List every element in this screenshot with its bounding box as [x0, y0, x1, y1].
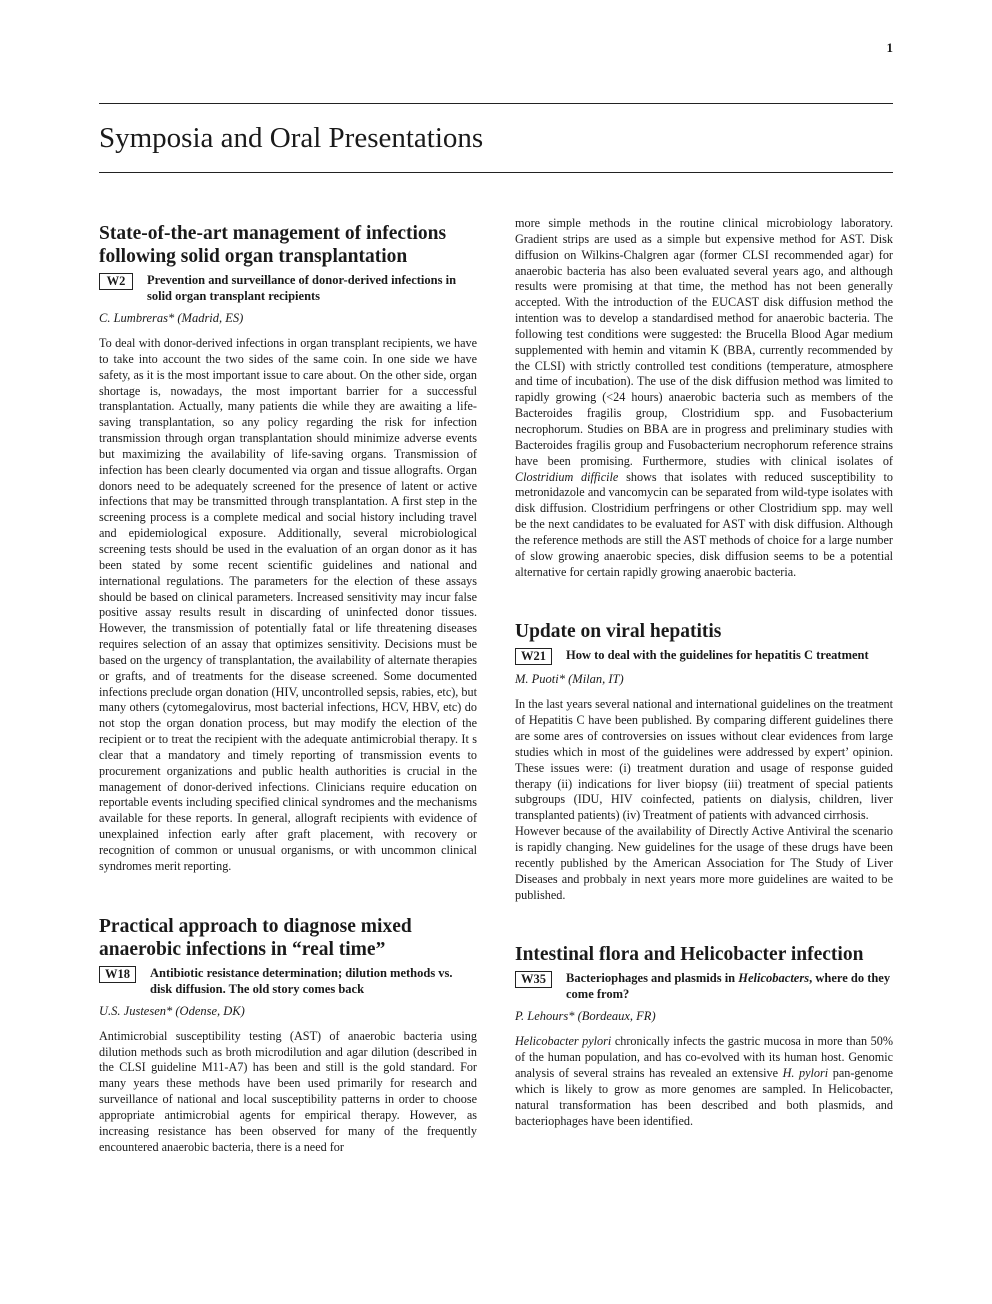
- organism-name: H. pylori: [782, 1066, 829, 1081]
- bottom-rule: [99, 172, 893, 173]
- left-column: [99, 222, 477, 1155]
- abstract-header: [515, 970, 893, 1002]
- title-organism: Helicobacters: [738, 971, 810, 986]
- abstract-code: W2: [99, 273, 133, 290]
- abstract-header: [99, 965, 477, 997]
- abstract-title: Prevention and surveillance of donor-derived infections in solid organ transplant recipients: [147, 273, 457, 303]
- abstract-authors: C. Lumbreras* (Madrid, ES): [99, 311, 244, 325]
- abstract-body-continued: [515, 216, 893, 580]
- abstract-title: Antibiotic resistance determination; dilution methods vs. disk diffusion. The old story comes back: [150, 965, 453, 996]
- abstract-header: [99, 272, 477, 304]
- right-column: [515, 216, 893, 1129]
- title-text: Bacteriophages and plasmids in: [566, 971, 736, 986]
- page-title: Symposia and Oral Presentations: [99, 122, 484, 154]
- abstract-authors: P. Lehours* (Bordeaux, FR): [515, 1009, 656, 1024]
- organism-name: Helicobacter pylori: [515, 1034, 612, 1049]
- section-intestinal-flora: [515, 943, 893, 1129]
- abstract-authors: U.S. Justesen* (Odense, DK): [99, 1003, 245, 1018]
- abstract-body: To deal with donor-derived infections in organ transplant recipients, we have to take into account the two sides of the same coin. In one side we have safety, as it is the most important issue to care about. On the other side, organ shortage is, nowadays, the most important barrier for a successful transplantation. Actually, many patients die while they are awaiting a life-saving transplantation, so any policy regarding the risk for infection transmission through organ transplantation should minimize adverse events but maximizing the availability of life-saving organs. Transmission of infection has been clearly documented via organ and tissue allografts. Organ donors need to be adequately screened for the presence of latent or active infections that may be transmitted through transplantation. A first step in the screening process is a complete medical and social history including travel and epidemiological exposure. Additionally, several microbiological screening tests should be used in the evaluation of an organ donor as it has been stated by some recent scientific guidelines and national and international regulations. The parameters for the election of these assays should be based on clinical parameters. Increased sensitivity may incur false positive assay results result in discarding of uninfected donor tissues. However, the transmission of potentially fatal or life threatening diseases requires selection of an assay that optimizes sensitivity. Decisions must be based on the urgency of transplantation, the availability of alternate therapies or grafts, and of treatments for the disease screened. Some documented infections preclude organ donation (HIV, uncontrolled sepsis, rabies, etc), but many others (cytomegalovirus, most bacterial infections, HCV, HBV, etc) do not stop the organ donation process, but may modify the election of the recipient or to treat the recipient with the adequate antimicrobial therapy. It s clear that a mandatory and timely reporting of transmission events to procurement organizations and public health authorities is crucial in the management of donor-derived infections. Clinicians require education on reportable events including specified clinical syndromes and the mechanisms available for these reports. In general, allograft recipients with evidence of unexplained infection early after graft placement, with recovery or recognition of common or unusual organisms, or with uncommon clinical syndromes merit reporting.: [99, 336, 477, 873]
- abstract-code: W21: [515, 648, 552, 665]
- section-heading: Practical approach to diagnose mixed anaerobic infections in “real time”: [99, 915, 412, 960]
- title-text: , where do they come from?: [566, 971, 891, 1002]
- section-organ-transplantation: [99, 222, 477, 875]
- abstract-header: [515, 647, 893, 665]
- abstract-authors: M. Puoti* (Milan, IT): [515, 672, 624, 687]
- abstract-body: However because of the availability of Directly Active Antiviral the scenario is rapidly changing. New guidelines for the usage of these drugs have been recently published by the American Association for The Study of Liver Diseases and probbaly in next years more more guidelines are waited to be published.: [515, 824, 893, 902]
- abstract-code: W35: [515, 971, 552, 988]
- section-heading: State-of-the-art management of infections following solid organ transplantation: [99, 223, 447, 267]
- body-text: shows that isolates with reduced susceptibility to metronidazole and vancomycin can be separated from wild-type isolates with disk diffusion. Clostridium perfringens or other Clostridium spp. may well be the next candidates to be evaluated for AST with disk diffusion. Although the reference methods are still the AST methods of choice for a large number of slow growing anaerobic species, disk diffusion seems to be a potential alternative for certain rapidly growing anaerobic bacteria.: [515, 469, 893, 579]
- body-text: chronically infects the gastric mucosa in more than 50% of the human population, and has co-evolved with its human host. Genomic analysis of several strains has revealed an extensive: [515, 1034, 894, 1081]
- page-number: 1: [886, 40, 893, 55]
- abstract-code: W18: [99, 966, 136, 983]
- abstract-body: [515, 1034, 893, 1129]
- section-heading: Update on viral hepatitis: [515, 621, 722, 643]
- section-heading: Intestinal flora and Helicobacter infection: [515, 944, 864, 966]
- top-rule: [99, 103, 893, 104]
- organism-name: Clostridium difficile: [515, 469, 619, 484]
- abstract-body: In the last years several national and international guidelines on the treatment of Hepatitis C have been published. By comparing different guidelines there are some ares of controversies on issues without clear evidences from large studies which in most of the guidelines were addressed by expert’ opinion. These issues were: (i) treatment duration and usage of response guided therapy (ii) indications for liver biopsy (iii) treatment of special patients subgroups (IDU, HIV coinfected, patients on dialysis, children, liver transplanted patients) (iv) Treatment of patients with advanced cirrhosis.: [515, 697, 893, 823]
- body-text: more simple methods in the routine clinical microbiology laboratory. Gradient strips are used as a simple but expensive method for AST. Disk diffusion on Wilkins-Chalgren agar (former CLSI recommended agar) for anaerobic bacteria has also been evaluated several years ago, and although results were promising at that time, the method has not been generally accepted. With the introduction of the EUCAST disk diffusion method the intention was to develop a standardised method for anaerobic bacteria. The following test conditions were suggested: the Brucella Blood Agar medium supplemented with hemin and vitamin K (BBA, currently recommended by the CLSI) with strictly controlled test conditions (temperature, atmosphere and time of incubation). The use of the disk diffusion method was limited to rapidly growing (<24 hours) anaerobic bacteria such as members of the Bacteroides fragilis group, Clostridium spp. and Fusobacterium necrophorum. Studies on BBA are in progress and preliminary studies with Bacteroides fragilis group and Fusobacterium necrophorum reference strains have been promising. Furthermore, studies with clinical isolates of: [515, 216, 893, 468]
- abstract-title: How to deal with the guidelines for hepatitis C treatment: [566, 648, 869, 663]
- abstract-title: [566, 970, 893, 1002]
- body-text: pan-genome which is likely to grow as more genomes are sampled. In Helicobacter, natural transformation has been described and both plasmids, and bacteriophages have been identified.: [515, 1066, 894, 1128]
- section-viral-hepatitis: [515, 620, 893, 903]
- abstract-body: Antimicrobial susceptibility testing (AST) of anaerobic bacteria using dilution methods such as broth microdilution and agar dilution (described in the CLSI guideline M11-A7) has been and still is the gold standard. For many years these methods have been used primarily for research and surveillance of national and local susceptibility patterns in order to choose appropriate antimicrobial agents for empirical therapy. However, as increasing resistance has been observed for many of the frequently encountered anaerobic bacteria, there is a need for: [99, 1028, 477, 1154]
- section-anaerobic-infections: [99, 915, 477, 1156]
